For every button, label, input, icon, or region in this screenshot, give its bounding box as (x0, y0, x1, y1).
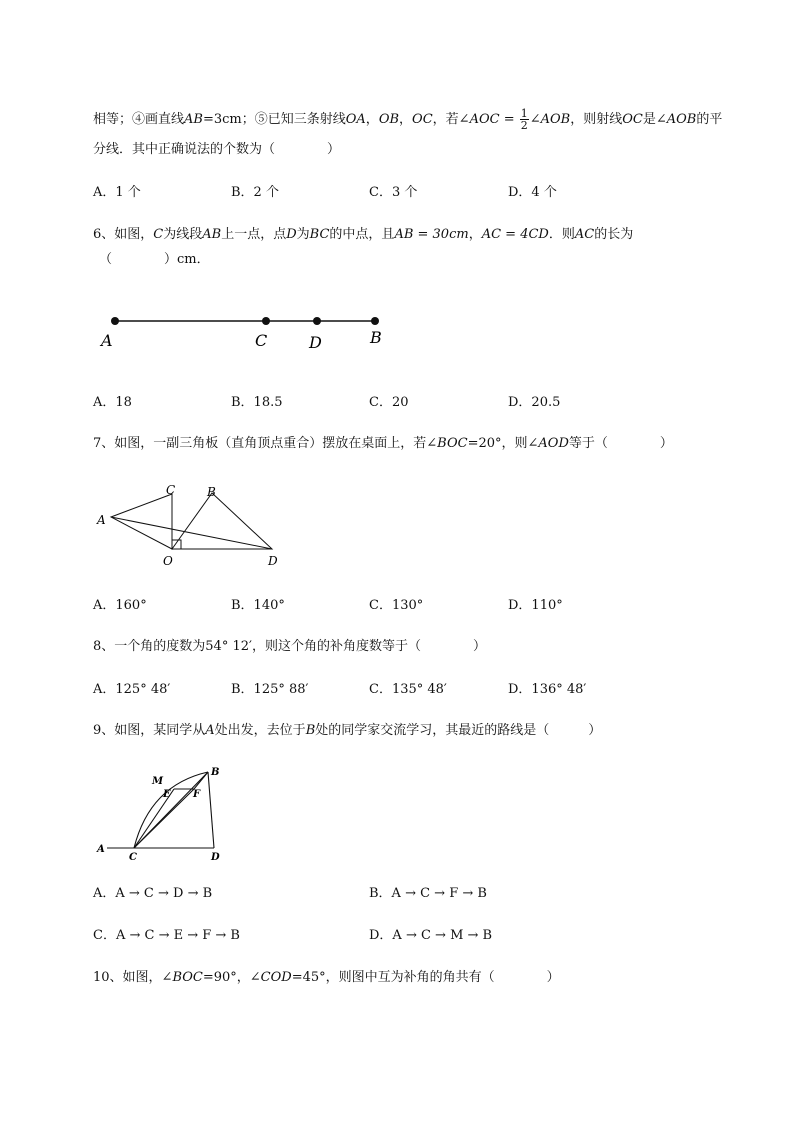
q8-option-b[interactable]: B．125° 88′ (231, 682, 309, 697)
label-b: B (211, 767, 220, 778)
label-m: M (152, 776, 164, 787)
label-a: A (101, 331, 113, 350)
q6-option-b[interactable]: B．18.5 (231, 395, 283, 410)
q7-option-d[interactable]: D．110° (508, 598, 563, 613)
label-d: D (268, 554, 278, 568)
label-d: D (211, 852, 220, 863)
label-a: A (97, 844, 105, 855)
label-a: A (97, 513, 106, 527)
q9-option-a[interactable]: A．A → C → D → B (93, 886, 213, 901)
q5-option-a[interactable]: A．1 个 (93, 185, 141, 200)
q8-option-c[interactable]: C．135° 48′ (369, 682, 447, 697)
line-bd (208, 772, 214, 848)
q8-line-1: 8、一个角的度数为54° 12′，则这个角的补角度数等于（ ） (93, 639, 486, 654)
label-o: O (163, 554, 173, 568)
q6-option-d[interactable]: D．20.5 (508, 395, 561, 410)
q9-option-d[interactable]: D．A → C → M → B (369, 928, 493, 943)
q9-option-c[interactable]: C．A → C → E → F → B (93, 928, 240, 943)
q6-line-1: 6、如图，C为线段AB上一点，点D为BC的中点，且AB = 30cm，AC = 4CD．则AC的长为 (93, 227, 634, 242)
q10-line-1: 10、如图，∠BOC=90°，∠COD=45°，则图中互为补角的角共有（ ） (93, 970, 560, 985)
line-fb (194, 772, 208, 789)
q5-line-1: 相等；④画直线AB=3cm；⑤已知三条射线OA，OB，OC，若∠AOC = $\frac{1}{2}$ ∠AOB，则射线OC是∠AOB的平 (93, 107, 723, 132)
label-b: B (370, 328, 382, 347)
q5-option-d[interactable]: D．4 个 (508, 185, 557, 200)
label-c: C (255, 331, 268, 350)
label-e: E (163, 789, 171, 800)
q6-option-c[interactable]: C．20 (369, 395, 409, 410)
q6-option-a[interactable]: A．18 (93, 395, 132, 410)
q9-option-b[interactable]: B．A → C → F → B (369, 886, 487, 901)
label-c: C (129, 852, 137, 863)
q7-option-a[interactable]: A．160° (93, 598, 147, 613)
q5-line-2: 分线．其中正确说法的个数为（ ） (93, 142, 341, 157)
label-b: B (207, 485, 216, 499)
fraction-one-half: $\frac{1}{2}$ (520, 107, 528, 132)
q7-option-b[interactable]: B．140° (231, 598, 285, 613)
q5-option-b[interactable]: B．2 个 (231, 185, 279, 200)
q5-option-c[interactable]: C．3 个 (369, 185, 418, 200)
q9-line-1: 9、如图，某同学从A处出发，去位于B处的同学家交流学习，其最近的路线是（ ） (93, 723, 602, 738)
q8-option-a[interactable]: A．125° 48′ (93, 682, 171, 697)
label-c: C (166, 483, 176, 497)
q8-option-d[interactable]: D．136° 48′ (508, 682, 587, 697)
q7-line-1: 7、如图，一副三角板（直角顶点重合）摆放在桌面上，若∠BOC=20°，则∠AOD等于（ ） (93, 436, 673, 451)
label-f: F (193, 789, 201, 800)
q7-option-c[interactable]: C．130° (369, 598, 424, 613)
label-d: D (309, 333, 322, 352)
q6-line-2: （ ）cm． (99, 252, 210, 267)
